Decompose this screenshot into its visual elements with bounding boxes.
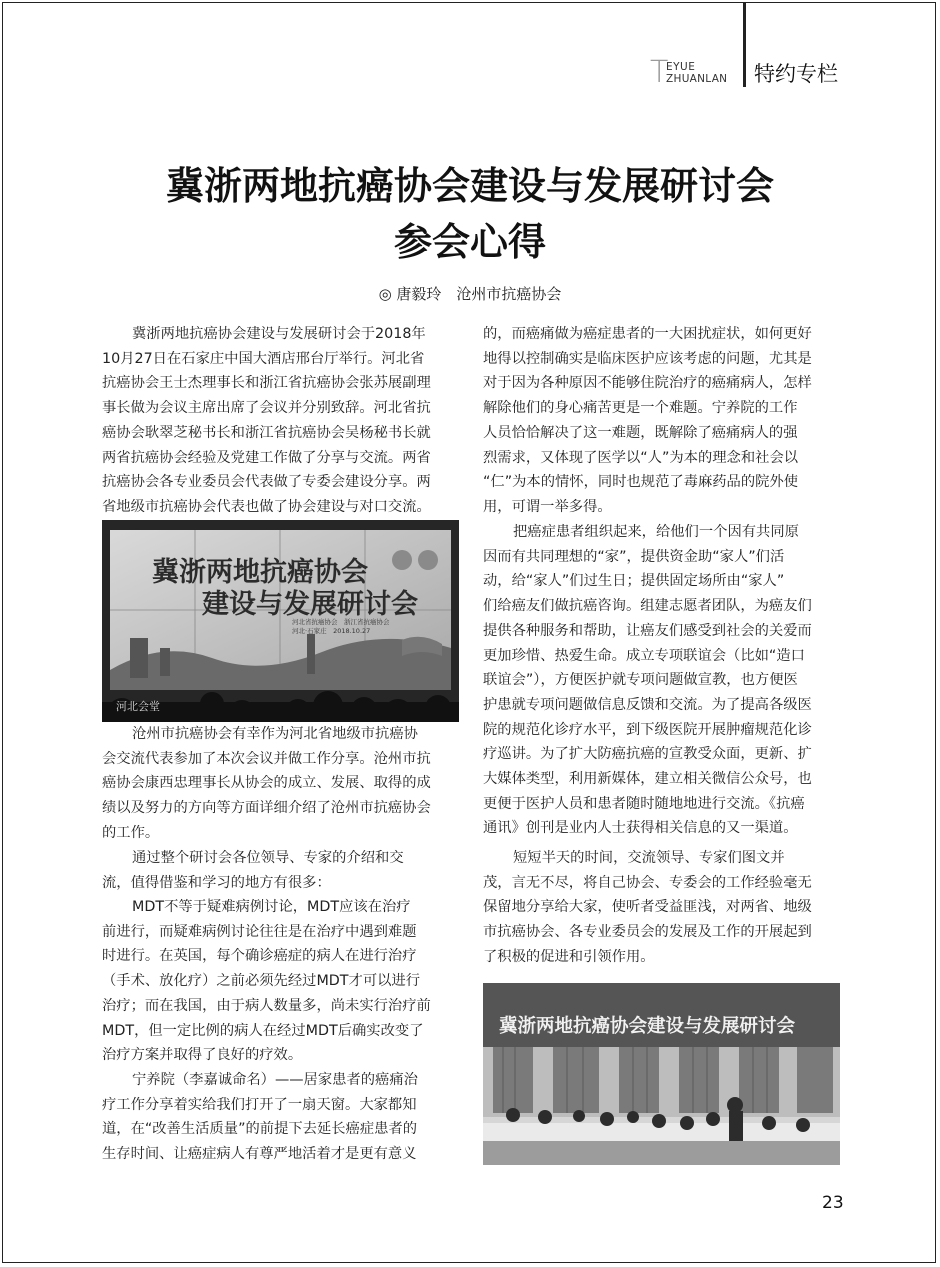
text-line: 两省抗癌协会经验及党建工作做了分享与交流。两省 [102,449,431,466]
text-line: 地得以控制确实是临床医护应该考虑的问题，尤其是 [483,350,812,367]
header-rule [743,3,746,87]
text-line: 省地级市抗癌协会代表也做了协会建设与对口交流。 [102,498,431,515]
article-title-line2: 参会心得 [393,219,546,264]
meeting-banner-text: 冀浙两地抗癌协会建设与发展研讨会 [499,1016,796,1037]
text-line: 流，值得借鉴和学习的地方有很多： [102,874,331,891]
text-line: 更加珍惜、热爱生命。成立专项联谊会（比如“造口 [483,647,805,664]
screen-title-line1: 冀浙两地抗癌协会 [152,557,368,588]
left-paragraph-4 [102,895,460,1068]
text-line: 疗工作分享着实给我们打开了一扇天窗。大家都知 [102,1096,417,1113]
page-number: 23 [822,1193,844,1213]
text-line: 对于因为各种原因不能够住院治疗的癌痛病人，怎样 [483,375,812,392]
text-line: 院的规范化诊疗水平，到下级医院开展肿瘤规范化诊 [483,721,812,738]
text-line: 动，给“家人”们过生日；提供固定场所由“家人” [483,573,785,590]
text-line: 把癌症患者组织起来，给他们一个因有共同原 [513,524,799,540]
text-line: 治疗；而在我国，由于病人数量多，尚未实行治疗前 [102,997,431,1014]
text-line: 宁养院（李嘉诚命名）——居家患者的癌痛治 [132,1072,418,1088]
text-line: 绩以及努力的方向等方面详细介绍了沧州市抗癌协会 [102,800,431,817]
column-name: 特约专栏 [754,62,838,86]
text-line: 的，而癌痛做为癌症患者的一大困扰症状，如何更好 [483,326,812,342]
text-line: 抗癌协会王士杰理事长和浙江省抗癌协会张苏展副理 [102,375,431,392]
text-line: 生存时间、让癌症病人有尊严地活着才是更有意义 [102,1146,417,1163]
text-line: 通过整个研讨会各位领导、专家的介绍和交 [132,850,404,866]
text-line: 保留地分享给大家，使听者受益匪浅，对两省、地级 [483,899,812,916]
right-paragraph-3 [483,846,841,970]
text-line: 抗癌协会各专业委员会代表做了专委会建设分享。两 [102,474,431,491]
text-line: 疗巡讲。为了扩大防癌抗癌的宣教受众面，更新、扩 [483,746,812,763]
text-line: 会交流代表参加了本次会议并做工作分享。沧州市抗 [102,750,431,767]
screen-organizers: 河北省抗癌协会 浙江省抗癌协会 [292,618,390,626]
column-logo-line2: ZHUANLAN [666,73,728,85]
text-line: 通讯》创刊是业内人士获得相关信息的又一渠道。 [483,820,798,837]
meeting-room-photo [483,983,840,1165]
text-line: 解除他们的身心痛苦更是一个难题。宁养院的工作 [483,400,798,417]
text-line: 们给癌友们做抗癌咨询。组建志愿者团队，为癌友们 [483,598,812,615]
left-paragraph-1 [102,322,460,520]
meeting-room-illustration [483,983,840,1165]
text-line: 治疗方案并取得了良好的疗效。 [102,1047,303,1064]
text-line: 冀浙两地抗癌协会建设与发展研讨会于2018年 [132,326,426,342]
text-line: 因而有共同理想的“家”，提供资金助“家人”们活 [483,548,785,565]
text-line: “仁”为本的情怀，同时也规范了毒麻药品的院外使 [483,474,799,491]
left-paragraph-3 [102,846,460,895]
text-line: 联谊会”），方便医护就专项问题做宣教，也方便医 [483,672,798,689]
text-line: 了积极的促进和引领作用。 [483,948,655,965]
text-line: 烈需求，又体现了医学以“人”为本的理念和社会以 [483,449,799,466]
column-logo-line1: EYUE [666,61,696,73]
article-title-line1: 冀浙两地抗癌协会建设与发展研讨会 [165,163,774,208]
right-paragraph-2 [483,520,841,841]
text-line: 用，可谓一举多得。 [483,498,612,515]
byline: ◎ 唐毅玲 沧州市抗癌协会 [378,285,562,303]
text-line: 更便于医护人员和患者随时随地地进行交流。《抗癌 [483,795,805,812]
text-line: 的工作。 [102,824,160,841]
text-line: 10月27日在石家庄中国大酒店邢台厅举行。河北省 [102,350,425,367]
text-line: 沧州市抗癌协会有幸作为河北省地级市抗癌协 [132,726,418,742]
left-paragraph-5 [102,1068,460,1167]
text-line: 护患就专项问题做信息反馈和交流。为了提高各级医 [483,696,812,713]
text-line: MDT不等于疑难病例讨论，MDT应该在治疗 [132,899,411,915]
text-line: 时进行。在英国，每个确诊癌症的病人在进行治疗 [102,948,417,965]
text-line: MDT，但一定比例的病人在经过MDT后确实改变了 [102,1022,424,1039]
screen-location-date: 河北·石家庄 2018.10.27 [292,627,371,635]
text-line: 癌协会耿翠芝秘书长和浙江省抗癌协会吴杨秘书长就 [102,424,431,441]
text-line: 提供各种服务和帮助，让癌友们感受到社会的关爱而 [483,622,812,639]
text-line: 事长做为会议主席出席了会议并分别致辞。河北省抗 [102,400,431,417]
right-paragraph-1 [483,322,841,520]
conference-screen-illustration [102,520,459,722]
text-line: 大媒体类型，利用新媒体，建立相关微信公众号，也 [483,771,812,788]
screen-title-line2: 建设与发展研讨会 [202,589,418,620]
text-line: 人员恰恰解决了这一难题，既解除了癌痛病人的强 [483,424,798,441]
text-line: 道，在“改善生活质量”的前提下去延长癌症患者的 [102,1121,418,1138]
conference-screen-photo [102,520,459,722]
text-line: 短短半天的时间，交流领导、专家们图文并 [513,850,785,866]
text-line: （手术、放化疗）之前必须先经过MDT才可以进行 [102,973,421,990]
text-line: 市抗癌协会、各专业委员会的发展及工作的开展起到 [483,924,812,941]
left-paragraph-2 [102,722,460,846]
text-line: 茂，言无不尽，将自己协会、专委会的工作经验毫无 [483,874,812,891]
venue-sign: 河北会堂 [116,700,160,713]
text-line: 前进行，而疑难病例讨论往往是在治疗中遇到难题 [102,923,417,940]
text-line: 癌协会康西忠理事长从协会的成立、发展、取得的成 [102,775,431,792]
column-logo-letter: T [650,55,669,90]
